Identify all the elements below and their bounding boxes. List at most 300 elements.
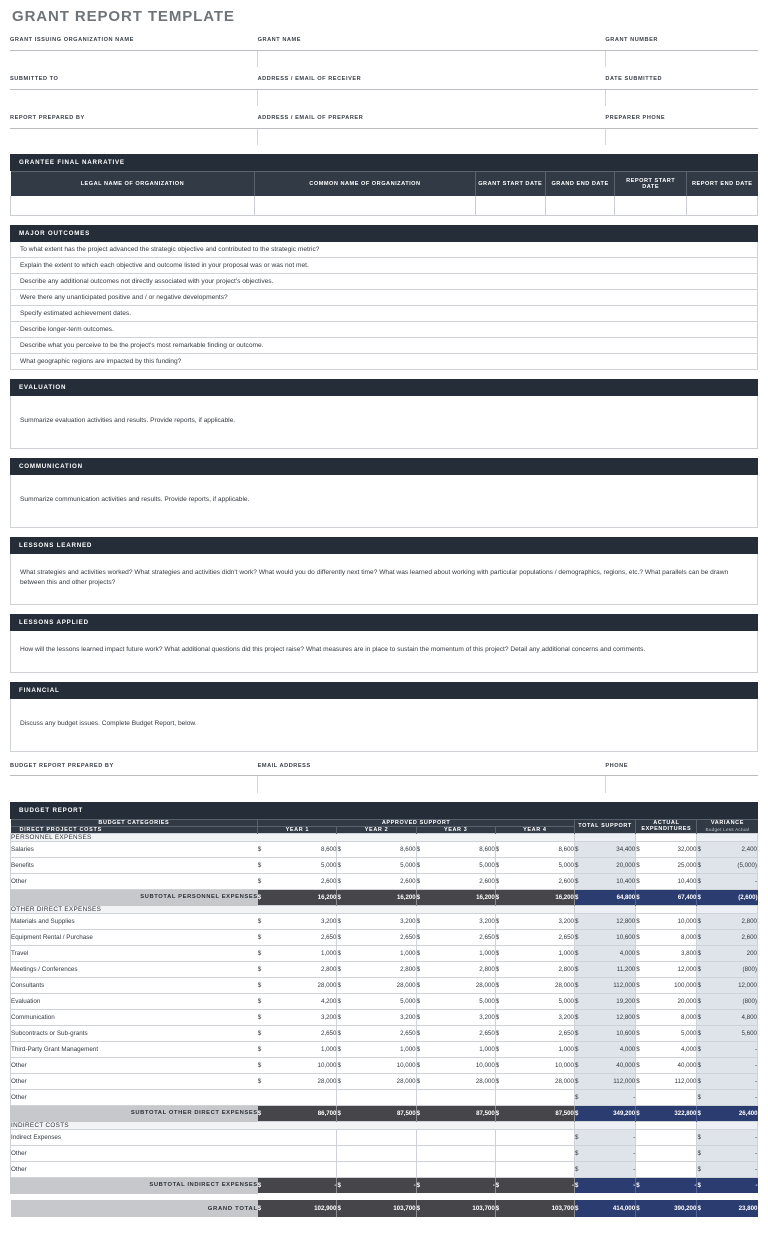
budget-subtotal-variance bbox=[697, 1177, 758, 1193]
budget-cell-total-support[interactable] bbox=[574, 1041, 635, 1057]
major-outcome-question-2[interactable]: Explain the extent to which each objective and outcome listed in your proposal was or was not met. bbox=[10, 258, 758, 274]
amount-value: - bbox=[754, 1133, 757, 1141]
currency-symbol: $ bbox=[416, 861, 421, 869]
budget-group-blank-y4 bbox=[495, 1121, 574, 1129]
header-meta-input-grant-name[interactable] bbox=[258, 50, 606, 67]
communication-prompt[interactable]: Summarize communication activities and results. Provide reports, if applicable. bbox=[10, 475, 758, 528]
amount-value: 4,000 bbox=[619, 1045, 636, 1053]
currency-symbol: $ bbox=[416, 877, 421, 885]
budget-meta-input-phone[interactable] bbox=[605, 776, 758, 793]
lessons-learned-prompt[interactable]: What strategies and activities worked? What strategies and activities didn't work? What would you do differently next time? What was learned about working with particular populations / demographics, regions, etc.? What parallels can be drawn between this and other projects? bbox=[10, 554, 758, 605]
currency-symbol: $ bbox=[697, 981, 701, 989]
budget-cell-variance[interactable] bbox=[697, 1145, 758, 1161]
budget-cell-year-4[interactable] bbox=[495, 873, 574, 889]
currency-symbol: $ bbox=[257, 1077, 262, 1085]
budget-group-blank-tot bbox=[574, 905, 635, 913]
amount-value: 87,500 bbox=[396, 1109, 416, 1117]
amount-value: 12,800 bbox=[616, 917, 636, 925]
budget-cell-year-4[interactable] bbox=[495, 929, 574, 945]
budget-row-label[interactable]: Subcontracts or Sub-grants bbox=[11, 1025, 258, 1041]
currency-symbol: $ bbox=[636, 861, 640, 869]
budget-cell-year-1[interactable] bbox=[258, 961, 337, 977]
budget-cell-year-2[interactable] bbox=[337, 873, 416, 889]
amount-value: 1,000 bbox=[320, 949, 337, 957]
budget-cell-year-2[interactable] bbox=[337, 929, 416, 945]
budget-cell-year-2[interactable] bbox=[337, 1009, 416, 1025]
budget-cell-total-support[interactable] bbox=[574, 977, 635, 993]
budget-col-variance bbox=[697, 819, 758, 833]
budget-cell-year-1[interactable] bbox=[258, 1089, 337, 1105]
amount-value: 2,650 bbox=[400, 933, 416, 941]
currency-symbol: $ bbox=[337, 877, 341, 885]
amount-value: 2,600 bbox=[741, 933, 757, 941]
gn-cell-grant-start-date[interactable] bbox=[475, 196, 545, 215]
header-meta-input-date-submitted[interactable] bbox=[605, 89, 758, 106]
major-outcome-question-4[interactable]: Were there any unanticipated positive and / or negative developments? bbox=[10, 290, 758, 306]
currency-symbol: $ bbox=[416, 981, 421, 989]
budget-cell-year-3[interactable] bbox=[416, 929, 495, 945]
currency-symbol: $ bbox=[416, 1029, 421, 1037]
budget-row bbox=[11, 1089, 758, 1105]
currency-symbol: $ bbox=[416, 1013, 421, 1021]
budget-cell-total-support[interactable] bbox=[574, 961, 635, 977]
amount-value: - bbox=[754, 1045, 757, 1053]
budget-cell-year-4[interactable] bbox=[495, 857, 574, 873]
budget-cell-year-1[interactable] bbox=[258, 1145, 337, 1161]
budget-cell-year-4[interactable] bbox=[495, 1025, 574, 1041]
budget-cell-year-4[interactable] bbox=[495, 945, 574, 961]
currency-symbol: $ bbox=[337, 917, 341, 925]
budget-cell-variance[interactable] bbox=[697, 1161, 758, 1177]
amount-value: 10,000 bbox=[555, 1061, 574, 1069]
budget-cell-variance[interactable] bbox=[697, 1089, 758, 1105]
header-meta-label-grant-name: GRANT NAME bbox=[258, 37, 606, 50]
budget-cell-variance[interactable] bbox=[697, 1009, 758, 1025]
currency-symbol: $ bbox=[495, 1182, 500, 1190]
budget-cell-actual-expenditures[interactable] bbox=[636, 977, 697, 993]
budget-cell-actual-expenditures[interactable] bbox=[636, 1073, 697, 1089]
currency-symbol: $ bbox=[495, 1029, 500, 1037]
budget-cell-year-4[interactable] bbox=[495, 841, 574, 857]
currency-symbol: $ bbox=[416, 1077, 421, 1085]
budget-row-label[interactable]: Other bbox=[11, 873, 258, 889]
budget-subtotal-year-4 bbox=[492, 1177, 574, 1193]
currency-symbol: $ bbox=[697, 1077, 701, 1085]
header-meta-input-address-email-of-receiver[interactable] bbox=[258, 89, 606, 106]
budget-row-label[interactable]: Other bbox=[11, 1089, 258, 1105]
budget-cell-variance[interactable] bbox=[697, 841, 758, 857]
budget-row-label[interactable]: Evaluation bbox=[11, 993, 258, 1009]
budget-group-blank-y4 bbox=[495, 905, 574, 913]
budget-cell-actual-expenditures[interactable] bbox=[636, 1161, 697, 1177]
currency-symbol: $ bbox=[257, 949, 262, 957]
budget-cell-year-4[interactable] bbox=[495, 1009, 574, 1025]
budget-cell-year-3[interactable] bbox=[416, 857, 495, 873]
budget-grand-total-year-3 bbox=[416, 1200, 495, 1217]
amount-value: - bbox=[754, 1077, 757, 1085]
budget-row-label[interactable]: Equipment Rental / Purchase bbox=[11, 929, 258, 945]
budget-cell-year-3[interactable] bbox=[416, 961, 495, 977]
budget-cell-variance[interactable] bbox=[697, 961, 758, 977]
budget-cell-year-4[interactable] bbox=[495, 1145, 574, 1161]
currency-symbol: $ bbox=[697, 861, 701, 869]
amount-value: 5,000 bbox=[400, 861, 416, 869]
budget-cell-total-support[interactable] bbox=[574, 929, 635, 945]
budget-report-section bbox=[10, 802, 758, 1218]
budget-cell-year-3[interactable] bbox=[416, 873, 495, 889]
budget-cell-actual-expenditures[interactable] bbox=[636, 1009, 697, 1025]
budget-cell-year-3[interactable] bbox=[416, 1145, 495, 1161]
currency-symbol: $ bbox=[574, 877, 579, 885]
budget-cell-variance[interactable] bbox=[697, 1041, 758, 1057]
budget-row-label[interactable]: Communication bbox=[11, 1009, 258, 1025]
budget-cell-variance[interactable] bbox=[697, 993, 758, 1009]
budget-group-blank-act bbox=[636, 1121, 697, 1129]
budget-grand-total-year-4 bbox=[495, 1200, 574, 1217]
budget-cell-actual-expenditures[interactable] bbox=[636, 961, 697, 977]
amount-value: 20,000 bbox=[677, 997, 697, 1005]
currency-symbol: $ bbox=[416, 933, 421, 941]
currency-symbol: $ bbox=[697, 949, 701, 957]
budget-subtotal-total-support bbox=[571, 1177, 636, 1193]
budget-cell-year-4[interactable] bbox=[495, 1041, 574, 1057]
budget-row bbox=[11, 993, 758, 1009]
budget-cell-year-3[interactable] bbox=[416, 841, 495, 857]
amount-value: (2,600) bbox=[738, 893, 758, 901]
budget-cell-year-4[interactable] bbox=[495, 961, 574, 977]
budget-cell-year-3[interactable] bbox=[416, 1073, 495, 1089]
amount-value: 2,400 bbox=[741, 845, 757, 853]
budget-cell-year-2[interactable] bbox=[337, 993, 416, 1009]
amount-value: 3,200 bbox=[320, 1013, 337, 1021]
major-outcomes-section bbox=[10, 225, 758, 370]
currency-symbol: $ bbox=[257, 1013, 262, 1021]
budget-cell-year-3[interactable] bbox=[416, 913, 495, 929]
budget-cell-actual-expenditures[interactable] bbox=[636, 1057, 697, 1073]
budget-cell-actual-expenditures[interactable] bbox=[636, 857, 697, 873]
budget-cell-total-support[interactable] bbox=[574, 1145, 635, 1161]
currency-symbol: $ bbox=[495, 1045, 500, 1053]
budget-subtotal-label: SUBTOTAL OTHER DIRECT EXPENSES bbox=[11, 1105, 258, 1121]
budget-subtotal-label: SUBTOTAL INDIRECT EXPENSES bbox=[11, 1177, 258, 1193]
budget-cell-year-2[interactable] bbox=[337, 1129, 416, 1145]
currency-symbol: $ bbox=[636, 1061, 640, 1069]
budget-row-label[interactable]: Indirect Expenses bbox=[11, 1129, 258, 1145]
currency-symbol: $ bbox=[416, 1109, 420, 1117]
budget-cell-year-1[interactable] bbox=[258, 1161, 337, 1177]
budget-cell-year-4[interactable] bbox=[495, 1073, 574, 1089]
budget-group-row bbox=[11, 905, 758, 913]
amount-value: 1,000 bbox=[479, 949, 495, 957]
amount-value: 2,600 bbox=[320, 877, 337, 885]
amount-value: 23,800 bbox=[738, 1205, 758, 1213]
budget-cell-total-support[interactable] bbox=[574, 1025, 635, 1041]
budget-cell-year-1[interactable] bbox=[258, 841, 337, 857]
currency-symbol: $ bbox=[574, 1109, 579, 1117]
amount-value: 102,900 bbox=[314, 1205, 337, 1213]
budget-cell-total-support[interactable] bbox=[574, 993, 635, 1009]
currency-symbol: $ bbox=[636, 933, 640, 941]
major-outcome-question-7[interactable]: Describe what you perceive to be the project's most remarkable finding or outcome. bbox=[10, 338, 758, 354]
budget-cell-actual-expenditures[interactable] bbox=[636, 1089, 697, 1105]
budget-col-year-2: YEAR 2 bbox=[337, 826, 416, 833]
budget-row-label[interactable]: Consultants bbox=[11, 977, 258, 993]
currency-symbol: $ bbox=[574, 893, 579, 901]
meta-row-spacer bbox=[10, 106, 758, 115]
gn-cell-legal-name-of-organization[interactable] bbox=[11, 196, 255, 215]
amount-value: 1,000 bbox=[479, 1045, 495, 1053]
gn-col-legal-name-of-organization: LEGAL NAME OF ORGANIZATION bbox=[11, 172, 255, 197]
budget-cell-total-support[interactable] bbox=[574, 1057, 635, 1073]
amount-value: 5,000 bbox=[400, 997, 416, 1005]
budget-group-blank-y1 bbox=[258, 833, 337, 841]
budget-col-budget-categories: BUDGET CATEGORIES bbox=[11, 819, 258, 826]
currency-symbol: $ bbox=[495, 893, 500, 901]
budget-cell-year-4[interactable] bbox=[495, 1089, 574, 1105]
gn-col-grant-start-date: GRANT START DATE bbox=[475, 172, 545, 197]
budget-cell-year-2[interactable] bbox=[337, 961, 416, 977]
budget-cell-year-1[interactable] bbox=[258, 913, 337, 929]
amount-value: 28,000 bbox=[317, 1077, 337, 1085]
amount-value: - bbox=[492, 1182, 495, 1190]
budget-cell-year-2[interactable] bbox=[337, 1161, 416, 1177]
amount-value: 2,650 bbox=[558, 933, 574, 941]
budget-cell-year-4[interactable] bbox=[495, 977, 574, 993]
amount-value: 414,000 bbox=[612, 1205, 636, 1213]
budget-cell-year-2[interactable] bbox=[337, 841, 416, 857]
header-meta-input-grant-number[interactable] bbox=[605, 50, 758, 67]
budget-cell-year-3[interactable] bbox=[416, 1009, 495, 1025]
budget-row bbox=[11, 857, 758, 873]
budget-cell-actual-expenditures[interactable] bbox=[636, 929, 697, 945]
amount-value: 103,700 bbox=[551, 1205, 574, 1213]
budget-cell-actual-expenditures[interactable] bbox=[636, 1145, 697, 1161]
budget-subtotal-variance bbox=[697, 1105, 758, 1121]
budget-cell-year-3[interactable] bbox=[416, 1025, 495, 1041]
budget-cell-total-support[interactable] bbox=[574, 857, 635, 873]
amount-value: 10,000 bbox=[317, 1061, 337, 1069]
budget-cell-year-2[interactable] bbox=[337, 913, 416, 929]
currency-symbol: $ bbox=[495, 997, 500, 1005]
budget-row-label[interactable]: Other bbox=[11, 1057, 258, 1073]
budget-cell-total-support[interactable] bbox=[574, 1129, 635, 1145]
budget-cell-actual-expenditures[interactable] bbox=[636, 841, 697, 857]
budget-cell-year-3[interactable] bbox=[416, 1057, 495, 1073]
budget-subtotal-year-3 bbox=[416, 1105, 495, 1121]
budget-cell-variance[interactable] bbox=[697, 1073, 758, 1089]
budget-cell-year-4[interactable] bbox=[495, 1161, 574, 1177]
currency-symbol: $ bbox=[337, 1045, 341, 1053]
currency-symbol: $ bbox=[574, 949, 579, 957]
budget-cell-year-1[interactable] bbox=[258, 1041, 337, 1057]
amount-value: 28,000 bbox=[555, 1077, 574, 1085]
budget-cell-year-1[interactable] bbox=[258, 993, 337, 1009]
amount-value: 19,200 bbox=[616, 997, 636, 1005]
budget-subtotal-year-3 bbox=[413, 1177, 495, 1193]
budget-cell-year-1[interactable] bbox=[258, 1073, 337, 1089]
budget-col-actual-expenditures: ACTUAL EXPENDITURES bbox=[636, 819, 697, 833]
lessons-applied-prompt[interactable]: How will the lessons learned impact future work? What additional questions did this project raise? What measures are in place to sustain the momentum of this project? Detail any additional concerns and comments. bbox=[10, 631, 758, 672]
budget-group-blank-act bbox=[636, 905, 697, 913]
budget-cell-actual-expenditures[interactable] bbox=[636, 993, 697, 1009]
budget-row-label[interactable]: Travel bbox=[11, 945, 258, 961]
budget-grand-total-spacer bbox=[11, 1193, 758, 1200]
budget-cell-actual-expenditures[interactable] bbox=[636, 1041, 697, 1057]
budget-cell-total-support[interactable] bbox=[574, 1089, 635, 1105]
budget-meta-input-email-address[interactable] bbox=[258, 776, 606, 793]
currency-symbol: $ bbox=[416, 1045, 421, 1053]
currency-symbol: $ bbox=[495, 861, 500, 869]
major-outcome-question-1[interactable]: To what extent has the project advanced the strategic objective and contributed to the strategic metric? bbox=[10, 242, 758, 258]
gn-cell-common-name-of-organization[interactable] bbox=[255, 196, 475, 215]
budget-cell-year-2[interactable] bbox=[337, 1073, 416, 1089]
budget-cell-year-3[interactable] bbox=[416, 945, 495, 961]
budget-report-bar: BUDGET REPORT bbox=[10, 802, 758, 819]
amount-value: 10,400 bbox=[616, 877, 636, 885]
currency-symbol: $ bbox=[257, 981, 262, 989]
currency-symbol: $ bbox=[337, 1061, 341, 1069]
budget-cell-year-3[interactable] bbox=[416, 1161, 495, 1177]
budget-cell-variance[interactable] bbox=[697, 977, 758, 993]
budget-cell-year-2[interactable] bbox=[337, 1089, 416, 1105]
major-outcome-question-5[interactable]: Specify estimated achievement dates. bbox=[10, 306, 758, 322]
currency-symbol: $ bbox=[337, 1205, 341, 1213]
budget-row-label[interactable]: Materials and Supplies bbox=[11, 913, 258, 929]
budget-cell-variance[interactable] bbox=[697, 1057, 758, 1073]
budget-row-label[interactable]: Benefits bbox=[11, 857, 258, 873]
budget-cell-variance[interactable] bbox=[697, 929, 758, 945]
header-meta-input-preparer-phone[interactable] bbox=[605, 128, 758, 145]
amount-value: 28,000 bbox=[396, 981, 416, 989]
budget-cell-year-3[interactable] bbox=[416, 1089, 495, 1105]
budget-cell-actual-expenditures[interactable] bbox=[636, 913, 697, 929]
currency-symbol: $ bbox=[636, 917, 640, 925]
budget-cell-year-3[interactable] bbox=[416, 1041, 495, 1057]
budget-cell-year-1[interactable] bbox=[258, 945, 337, 961]
budget-cell-year-3[interactable] bbox=[416, 1129, 495, 1145]
budget-cell-year-2[interactable] bbox=[337, 857, 416, 873]
amount-value: 20,000 bbox=[616, 861, 636, 869]
currency-symbol: $ bbox=[257, 1029, 262, 1037]
budget-cell-actual-expenditures[interactable] bbox=[636, 1025, 697, 1041]
budget-cell-year-2[interactable] bbox=[337, 1057, 416, 1073]
major-outcome-question-6[interactable]: Describe longer-term outcomes. bbox=[10, 322, 758, 338]
amount-value: 10,000 bbox=[475, 1061, 495, 1069]
major-outcome-question-8[interactable]: What geographic regions are impacted by this funding? bbox=[10, 354, 758, 370]
variance-sublabel: Budget Less Actual bbox=[705, 827, 750, 833]
currency-symbol: $ bbox=[697, 1061, 701, 1069]
budget-cell-year-3[interactable] bbox=[416, 993, 495, 1009]
header-meta-input-grant-issuing-organization-name[interactable] bbox=[10, 50, 258, 67]
budget-cell-year-2[interactable] bbox=[337, 945, 416, 961]
header-meta-input-address-email-of-preparer[interactable] bbox=[258, 128, 606, 145]
budget-meta-input-budget-report-prepared-by[interactable] bbox=[10, 776, 258, 793]
budget-group-blank-y3 bbox=[416, 833, 495, 841]
amount-value: - bbox=[754, 877, 757, 885]
budget-cell-year-1[interactable] bbox=[258, 929, 337, 945]
budget-cell-total-support[interactable] bbox=[574, 841, 635, 857]
currency-symbol: $ bbox=[636, 1182, 640, 1190]
budget-cell-total-support[interactable] bbox=[574, 873, 635, 889]
budget-row-label[interactable]: Salaries bbox=[11, 841, 258, 857]
budget-row-label[interactable]: Third-Party Grant Management bbox=[11, 1041, 258, 1057]
budget-cell-actual-expenditures[interactable] bbox=[636, 873, 697, 889]
budget-cell-total-support[interactable] bbox=[574, 1161, 635, 1177]
budget-cell-variance[interactable] bbox=[697, 1025, 758, 1041]
budget-cell-year-1[interactable] bbox=[258, 1129, 337, 1145]
budget-row-label[interactable]: Other bbox=[11, 1145, 258, 1161]
budget-cell-year-1[interactable] bbox=[258, 1057, 337, 1073]
gn-cell-report-start-date[interactable] bbox=[615, 196, 687, 215]
budget-cell-year-1[interactable] bbox=[258, 873, 337, 889]
budget-row bbox=[11, 1161, 758, 1177]
budget-cell-variance[interactable] bbox=[697, 873, 758, 889]
header-meta-label-address-email-of-receiver: ADDRESS / EMAIL OF RECEIVER bbox=[258, 76, 606, 89]
budget-cell-total-support[interactable] bbox=[574, 913, 635, 929]
amount-value: 8,000 bbox=[680, 933, 697, 941]
budget-cell-total-support[interactable] bbox=[574, 945, 635, 961]
currency-symbol: $ bbox=[337, 981, 341, 989]
budget-cell-year-4[interactable] bbox=[495, 913, 574, 929]
budget-cell-year-2[interactable] bbox=[337, 1145, 416, 1161]
budget-row bbox=[11, 961, 758, 977]
budget-cell-total-support[interactable] bbox=[574, 1009, 635, 1025]
header-meta-label-submitted-to: SUBMITTED TO bbox=[10, 76, 258, 89]
budget-row-label[interactable]: Meetings / Conferences bbox=[11, 961, 258, 977]
budget-cell-actual-expenditures[interactable] bbox=[636, 945, 697, 961]
budget-row-label[interactable]: Other bbox=[11, 1161, 258, 1177]
budget-cell-year-4[interactable] bbox=[495, 1057, 574, 1073]
budget-cell-year-2[interactable] bbox=[337, 1041, 416, 1057]
budget-subtotal-year-3 bbox=[416, 889, 495, 905]
budget-cell-year-3[interactable] bbox=[416, 977, 495, 993]
budget-cell-actual-expenditures[interactable] bbox=[636, 1129, 697, 1145]
budget-group-blank-y2 bbox=[337, 1121, 416, 1129]
budget-cell-year-1[interactable] bbox=[258, 857, 337, 873]
budget-row-label[interactable]: Other bbox=[11, 1073, 258, 1089]
budget-cell-variance[interactable] bbox=[697, 945, 758, 961]
budget-cell-year-1[interactable] bbox=[258, 1025, 337, 1041]
amount-value: 390,200 bbox=[674, 1205, 697, 1213]
amount-value: 26,400 bbox=[738, 1109, 758, 1117]
header-meta-input-report-prepared-by[interactable] bbox=[10, 128, 258, 145]
major-outcome-question-3[interactable]: Describe any additional outcomes not directly associated with your project's objectives. bbox=[10, 274, 758, 290]
budget-cell-variance[interactable] bbox=[697, 913, 758, 929]
gn-cell-grand-end-date[interactable] bbox=[545, 196, 614, 215]
budget-cell-year-2[interactable] bbox=[337, 1025, 416, 1041]
amount-value: 86,700 bbox=[317, 1109, 337, 1117]
currency-symbol: $ bbox=[495, 1013, 500, 1021]
header-meta-input-submitted-to[interactable] bbox=[10, 89, 258, 106]
currency-symbol: $ bbox=[636, 949, 640, 957]
gn-cell-report-end-date[interactable] bbox=[687, 196, 758, 215]
budget-cell-year-1[interactable] bbox=[258, 1009, 337, 1025]
evaluation-prompt[interactable]: Summarize evaluation activities and results. Provide reports, if applicable. bbox=[10, 396, 758, 449]
budget-cell-variance[interactable] bbox=[697, 857, 758, 873]
budget-cell-year-4[interactable] bbox=[495, 993, 574, 1009]
budget-row bbox=[11, 1073, 758, 1089]
budget-cell-total-support[interactable] bbox=[574, 1073, 635, 1089]
budget-cell-variance[interactable] bbox=[697, 1129, 758, 1145]
financial-prompt[interactable]: Discuss any budget issues. Complete Budget Report, below. bbox=[10, 699, 758, 752]
currency-symbol: $ bbox=[697, 965, 701, 973]
budget-grand-total-total-support bbox=[574, 1200, 635, 1217]
budget-cell-year-2[interactable] bbox=[337, 977, 416, 993]
budget-group-row bbox=[11, 1121, 758, 1129]
amount-value: 40,000 bbox=[616, 1061, 636, 1069]
budget-cell-year-4[interactable] bbox=[495, 1129, 574, 1145]
budget-cell-year-1[interactable] bbox=[258, 977, 337, 993]
